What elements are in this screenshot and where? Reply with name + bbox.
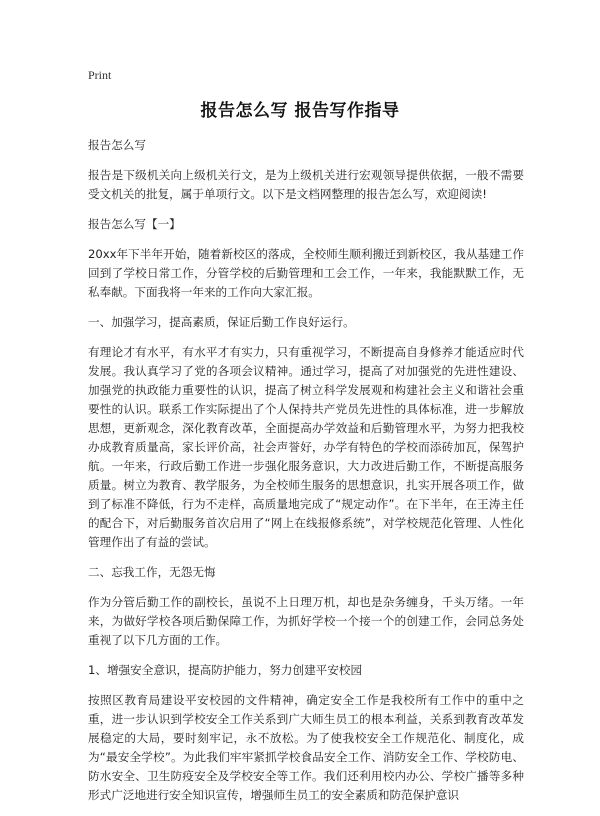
opening-paragraph: 20xx年下半年开始，随着新校区的落成，全校师生顺利搬迁到新校区，我从基建工作回到了学校日常工作，分管学校的后勤管理和工会工作，一年来，我能默默工作，无私奉献。下面我将一年来的工作向大家汇报。 xyxy=(88,247,524,299)
intro-paragraph: 报告是下级机关向上级机关行文，是为上级机关进行宏观领导提供依据，一般不需要受文机关的批复，属于单项行文。以下是文档网整理的报告怎么写，欢迎阅读! xyxy=(88,168,524,201)
document-body xyxy=(88,136,524,816)
heading-strengthen-study: 一、加强学习，提高素质，保证后勤工作良好运行。 xyxy=(88,315,355,329)
subtitle: 报告怎么写 xyxy=(88,138,146,152)
document-title: 报告怎么写 报告写作指导 xyxy=(200,101,400,121)
safety-paragraph: 按照区教育局建设平安校园的文件精神，确定安全工作是我校所有工作中的重中之重，进一步认识到学校安全工作关系到广大师生员工的根本利益，关系到教育改革发展稳定的大局，要时刻牢记，永不放松。为了使我校安全工作规范化、制度化，成为“最安全学校”。为此我们牢牢紧抓学校食品安全工作、消防安全工作、学校防电、防水安全、卫生防疫安全及学校安全等工作。我们还利用校内办公、学校广播等多种形式广泛地进行安全知识宣传，增强师生员工的安全素质和防范保护意识 xyxy=(88,693,524,802)
print-link[interactable]: Print xyxy=(88,68,112,82)
work-paragraph: 作为分管后勤工作的副校长，虽说不上日理万机，却也是杂务缠身，千头万绪。一年来，为做好学校各项后勤保障工作，为抓好学校一个接一个的创建工作，会同总务处重视了以下几方面的工作。 xyxy=(88,595,524,647)
heading-safety: 1、增强安全意识，提高防护能力，努力创建平安校园 xyxy=(88,663,363,677)
heading-forget-self: 二、忘我工作，无怨无悔 xyxy=(88,565,216,579)
section-heading-one: 报告怎么写【一】 xyxy=(88,217,181,231)
study-paragraph: 有理论才有水平，有水平才有实力，只有重视学习，不断提高自身修养才能适应时代发展。我认真学习了党的各项会议精神。通过学习，提高了对加强党的先进性建设、加强党的执政能力重要性的认识，提高了树立科学发展观和构建社会主义和谐社会重要性的认识。联系工作实际提出了个人保持共产党员先进性的具体标准，进一步解放思想，更新观念，深化教育改革，全面提高办学效益和后勤管理水平，为努力把我校办成教育质量高，家长评价高，社会声誉好，办学有特色的学校而添砖加瓦，保驾护航。一年来，行政后勤工作进一步强化服务意识，大力改进后勤工作，不断提高服务质量。树立为教育、教学服务，为全校师生服务的思想意识，扎实开展各项工作，做到了标准不降低，行为不走样，高质量地完成了“规定动作”。在下半年，在王涛主任的配合下，对后勤服务首次启用了“网上在线报修系统”，对学校规范化管理、人性化管理作出了有益的尝试。 xyxy=(88,345,524,549)
